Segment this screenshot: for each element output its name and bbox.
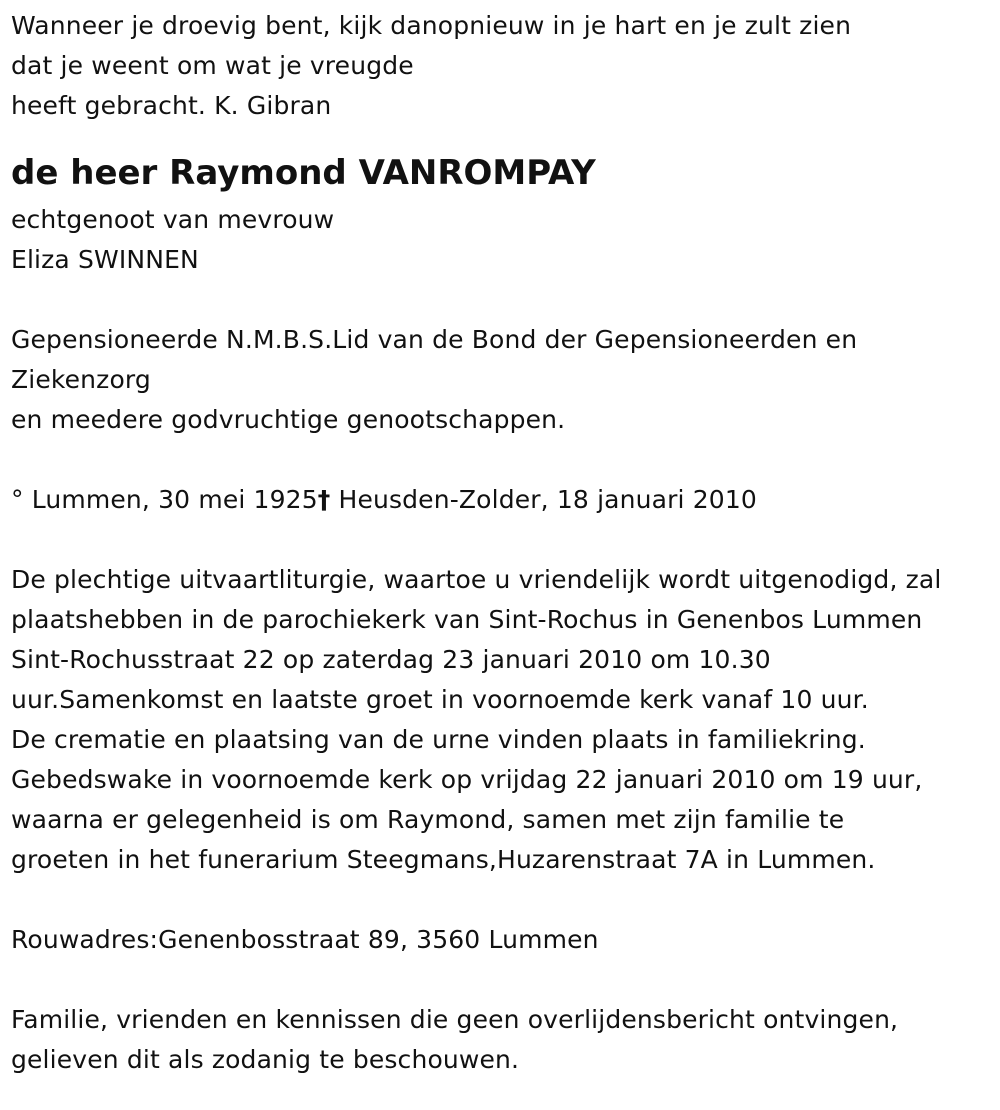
spouse-name: Eliza SWINNEN <box>11 245 199 274</box>
dates-line <box>11 480 996 520</box>
closing-block <box>11 1000 996 1080</box>
ceremony-line: De plechtige uitvaartliturgie, waartoe u vriendelijk wordt uitgenodigd, zal <box>11 565 942 594</box>
spouse-line: echtgenoot van mevrouw <box>11 205 335 234</box>
affiliation-line: Ziekenzorg <box>11 365 151 394</box>
death-date: Heusden-Zolder, 18 januari 2010 <box>330 485 757 514</box>
quote-line: dat je weent om wat je vreugde <box>11 51 414 80</box>
deceased-block <box>11 151 996 280</box>
quote-line: heeft gebracht. K. Gibran <box>11 91 332 120</box>
ceremony-line: uur.Samenkomst en laatste groet in voornoemde kerk vanaf 10 uur. <box>11 685 869 714</box>
ceremony-line: Sint-Rochusstraat 22 op zaterdag 23 januari 2010 om 10.30 <box>11 645 771 674</box>
affiliation-line: Gepensioneerde N.M.B.S.Lid van de Bond der Gepensioneerden en <box>11 325 858 354</box>
deceased-name: de heer Raymond VANROMPAY <box>11 153 596 193</box>
obituary-document <box>11 6 996 1080</box>
affiliations-block <box>11 320 996 440</box>
affiliation-line: en meedere godvruchtige genootschappen. <box>11 405 566 434</box>
mourning-address: Rouwadres:Genenbosstraat 89, 3560 Lummen <box>11 925 599 954</box>
ceremony-line: plaatshebben in de parochiekerk van Sint-Rochus in Genenbos Lummen <box>11 605 923 634</box>
closing-line: Familie, vrienden en kennissen die geen overlijdensbericht ontvingen, <box>11 1005 899 1034</box>
ceremony-block <box>11 560 996 880</box>
ceremony-line: De crematie en plaatsing van de urne vinden plaats in familiekring. <box>11 725 866 754</box>
closing-line: gelieven dit als zodanig te beschouwen. <box>11 1045 520 1074</box>
dagger-icon: † <box>317 485 331 514</box>
ceremony-line: waarna er gelegenheid is om Raymond, samen met zijn familie te <box>11 805 845 834</box>
birth-date: ° Lummen, 30 mei 1925 <box>11 485 318 514</box>
quote-line: Wanneer je droevig bent, kijk danopnieuw in je hart en je zult zien <box>11 11 852 40</box>
ceremony-line: Gebedswake in voornoemde kerk op vrijdag 22 januari 2010 om 19 uur, <box>11 765 923 794</box>
ceremony-line: groeten in het funerarium Steegmans,Huzarenstraat 7A in Lummen. <box>11 845 876 874</box>
quote-block <box>11 6 996 126</box>
